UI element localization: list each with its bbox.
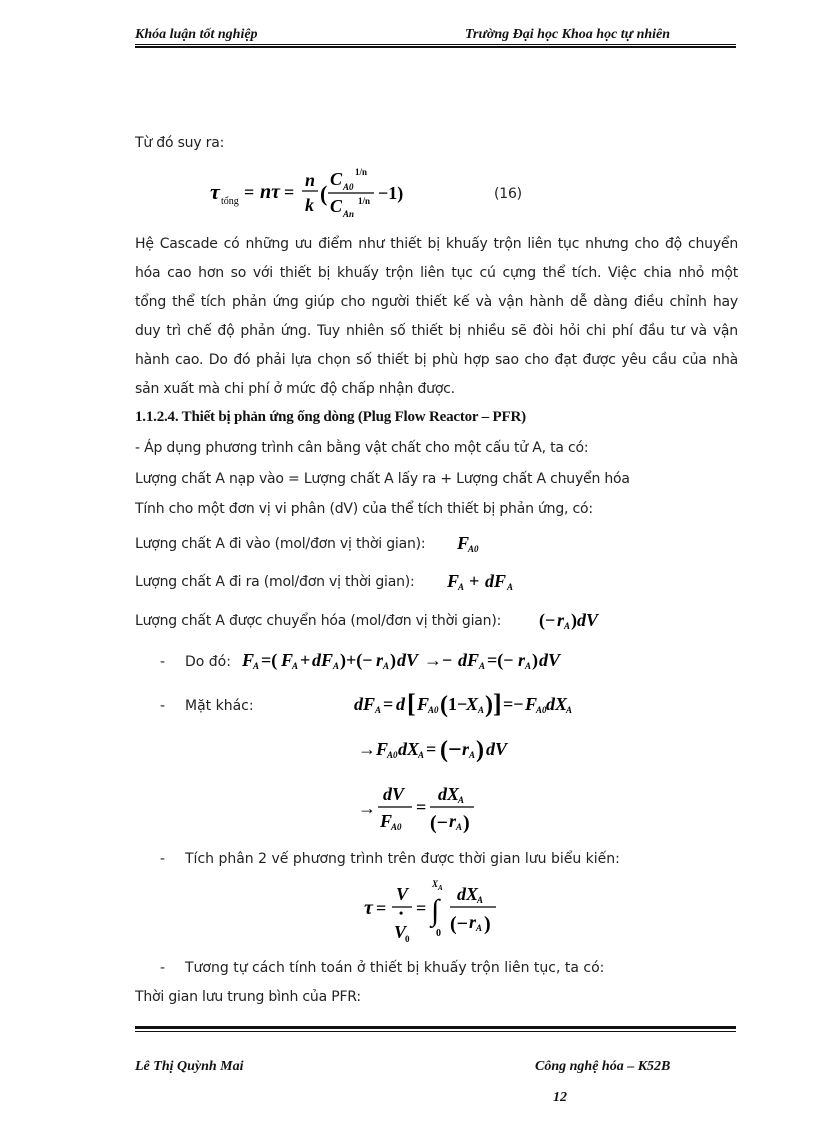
- header-left: Khóa luận tốt nghiệp: [135, 27, 258, 42]
- differential-intro: Tính cho một đơn vị vi phân (dV) của thể tích thiết bị phản ứng, có:: [135, 501, 593, 517]
- svg-text:r: r: [557, 610, 565, 630]
- svg-text:(−: (−: [430, 812, 449, 834]
- svg-text:+: +: [469, 571, 480, 591]
- svg-text:]: ]: [493, 689, 502, 718]
- equation-mat-khac: [352, 688, 572, 722]
- svg-text:): ): [571, 610, 577, 630]
- svg-text:dX: dX: [398, 739, 420, 759]
- svg-text:F: F: [376, 739, 389, 759]
- svg-text:A0: A0: [536, 705, 547, 715]
- svg-text:A: A: [456, 822, 463, 832]
- svg-text:A: A: [507, 582, 514, 592]
- svg-text:=−: =−: [503, 694, 524, 714]
- svg-text:): ): [476, 737, 484, 763]
- svg-text:τ: τ: [210, 179, 220, 204]
- svg-text:∫: ∫: [431, 894, 440, 927]
- svg-text:dF: dF: [458, 650, 480, 670]
- svg-text:=(−: =(−: [487, 650, 514, 670]
- svg-text:A0: A0: [428, 705, 439, 715]
- svg-text:[: [: [407, 689, 416, 718]
- balance-equation: Lượng chất A nạp vào = Lượng chất A lấy ra + Lượng chất A chuyển hóa: [135, 471, 630, 487]
- svg-text:r: r: [376, 650, 384, 670]
- equation-16: [208, 164, 428, 222]
- svg-text:r: r: [462, 739, 470, 759]
- svg-text:A: A: [525, 661, 532, 671]
- svg-text:V: V: [394, 922, 407, 942]
- conversion-label: Lượng chất A được chuyển hóa (mol/đơn vị thời gian):: [135, 613, 502, 629]
- in-label: Lượng chất A đi vào (mol/đơn vị thời gian):: [135, 536, 426, 552]
- svg-text:r: r: [518, 650, 526, 670]
- svg-text:dV: dV: [577, 610, 599, 630]
- svg-text:tổng: tổng: [221, 196, 239, 207]
- svg-text:A: A: [253, 661, 260, 671]
- svg-text:): ): [532, 650, 538, 670]
- equation-arrow-2: [356, 780, 486, 838]
- svg-text:A: A: [476, 923, 483, 933]
- svg-text:r: r: [449, 811, 457, 831]
- svg-text:A0: A0: [468, 544, 479, 554]
- svg-text:A: A: [438, 884, 443, 892]
- svg-text:A: A: [566, 705, 572, 715]
- svg-text:(: (: [320, 181, 328, 206]
- do-do-label: Do đó:: [185, 654, 231, 670]
- svg-text:C: C: [330, 196, 343, 216]
- header-rule: [135, 44, 736, 45]
- svg-text:dF: dF: [485, 571, 507, 591]
- header-right: Trường Đại học Khoa học tự nhiên: [465, 27, 671, 42]
- svg-text:=: =: [284, 182, 295, 202]
- svg-text:F: F: [525, 694, 538, 714]
- svg-text:dF: dF: [354, 694, 376, 714]
- svg-text:A: A: [458, 795, 465, 805]
- bullet-dash: -: [160, 698, 166, 714]
- formula-fa-dfa: [445, 569, 535, 593]
- svg-text:−1): −1): [378, 183, 404, 203]
- svg-text:A: A: [469, 750, 476, 760]
- paragraph-line: sản xuất mà chi phí ở mức độ chấp nhận được.: [135, 381, 455, 397]
- svg-text:F: F: [457, 533, 470, 553]
- svg-text:=(: =(: [261, 650, 278, 670]
- header-rule-thick: [135, 46, 736, 48]
- svg-text:X: X: [466, 694, 479, 714]
- svg-text:r: r: [469, 912, 477, 932]
- svg-text:A: A: [418, 750, 425, 760]
- intro-text: Từ đó suy ra:: [135, 135, 225, 151]
- similar-text: Tương tự cách tính toán ở thiết bị khuấy trộn liên tục, ta có:: [185, 960, 605, 976]
- svg-text:A0: A0: [387, 750, 398, 760]
- svg-text:X: X: [432, 879, 439, 889]
- svg-text:k: k: [305, 195, 314, 215]
- paragraph-line: Hệ Cascade có những ưu điểm như thiết bị khuấy trộn liên tục nhưng cho độ chuyển: [135, 236, 738, 252]
- footer-rule-thick: [135, 1026, 736, 1029]
- svg-text:(−: (−: [450, 913, 469, 935]
- svg-text:τ: τ: [364, 897, 373, 919]
- paragraph-line: duy trì chế độ phản ứng. Tuy nhiên số thiết bị nhiều sẽ đòi hỏi chi phí đầu tư và vận: [135, 323, 738, 339]
- svg-text:dV: dV: [539, 650, 561, 670]
- paragraph-line: hành cao. Do đó phải lựa chọn số thiết bị phù hợp sao cho đạt được yêu cầu của nhà: [135, 352, 738, 368]
- bullet-dash: -: [160, 851, 166, 867]
- svg-text:F: F: [281, 650, 294, 670]
- formula-ra-dv: [537, 608, 607, 632]
- page-number: 12: [553, 1090, 567, 1105]
- svg-text:→: →: [358, 798, 376, 818]
- svg-text:A: A: [479, 661, 486, 671]
- svg-text:A: A: [333, 661, 340, 671]
- svg-text:An: An: [343, 209, 355, 219]
- svg-text:n: n: [305, 170, 316, 190]
- svg-text:F: F: [380, 811, 393, 831]
- svg-text:+: +: [300, 650, 311, 670]
- svg-text:(: (: [440, 692, 448, 718]
- svg-text:V: V: [396, 884, 409, 904]
- svg-text:=: =: [426, 739, 437, 759]
- footer-rule: [135, 1031, 736, 1032]
- svg-text:(−: (−: [440, 737, 462, 763]
- svg-text:)+(−: )+(−: [340, 650, 373, 670]
- footer-author: Lê Thị Quỳnh Mai: [135, 1059, 244, 1074]
- svg-text:=: =: [416, 898, 427, 918]
- equation-integral: [362, 878, 512, 948]
- svg-text:=: =: [416, 797, 427, 817]
- svg-text:): ): [390, 650, 396, 670]
- svg-text:dX: dX: [546, 694, 568, 714]
- bullet-dash: -: [160, 654, 166, 670]
- footer-program: Công nghệ hóa – K52B: [535, 1059, 671, 1074]
- mat-khac-label: Mặt khác:: [185, 698, 254, 714]
- svg-text:F: F: [417, 694, 430, 714]
- balance-intro: - Áp dụng phương trình cân bằng vật chất cho một cấu tử A, ta có:: [135, 440, 589, 456]
- svg-text:→: →: [358, 739, 376, 759]
- svg-text:=: =: [383, 694, 394, 714]
- svg-text:d: d: [396, 694, 405, 714]
- svg-text:=: =: [376, 898, 387, 918]
- equation-arrow-1: [356, 733, 536, 767]
- svg-text:1/n: 1/n: [358, 196, 371, 206]
- svg-text:1−: 1−: [448, 694, 468, 714]
- svg-text:): ): [485, 692, 493, 718]
- svg-text:(−: (−: [539, 610, 556, 630]
- svg-text:F: F: [242, 650, 255, 670]
- svg-text:dV: dV: [383, 784, 405, 804]
- paragraph-line: hóa cao hơn so với thiết bị khuấy trộn liên tục cú cựng thể tích. Việc chia nhỏ một: [135, 265, 738, 281]
- svg-text:): ): [484, 913, 491, 935]
- svg-text:A: A: [478, 705, 485, 715]
- svg-text:A0: A0: [343, 182, 354, 192]
- svg-text:dV: dV: [486, 739, 508, 759]
- out-label: Lượng chất A đi ra (mol/đơn vị thời gian):: [135, 574, 415, 590]
- svg-text:dX: dX: [457, 884, 479, 904]
- svg-text:=: =: [244, 182, 255, 202]
- equation-do-do: [240, 646, 580, 674]
- svg-text:A: A: [477, 895, 484, 905]
- section-heading: 1.1.2.4. Thiết bị phản ứng ống dòng (Plug Flow Reactor – PFR): [135, 409, 526, 425]
- integral-intro: Tích phân 2 vế phương trình trên được thời gian lưu biểu kiến:: [185, 851, 620, 867]
- svg-text:A: A: [383, 661, 390, 671]
- svg-text:dX: dX: [438, 784, 460, 804]
- svg-text:0: 0: [436, 928, 441, 939]
- svg-text:A: A: [564, 621, 571, 631]
- svg-text:C: C: [330, 169, 343, 189]
- equation-number: (16): [494, 186, 522, 202]
- svg-text:1/n: 1/n: [355, 167, 368, 177]
- svg-text:A: A: [292, 661, 299, 671]
- svg-text:•: •: [399, 906, 404, 920]
- svg-text:nτ: nτ: [260, 181, 280, 203]
- formula-fa0: [455, 531, 495, 555]
- svg-text:A: A: [458, 582, 465, 592]
- svg-text:A0: A0: [391, 822, 402, 832]
- svg-text:0: 0: [405, 934, 410, 944]
- paragraph-line: tổng thể tích phản ứng giúp cho người thiết kế và vận hành dễ dàng điều chỉnh hay: [135, 294, 738, 310]
- svg-text:→−: →−: [424, 650, 453, 670]
- svg-text:dV: dV: [397, 650, 419, 670]
- svg-text:dF: dF: [312, 650, 334, 670]
- svg-text:F: F: [447, 571, 460, 591]
- bullet-dash: -: [160, 960, 166, 976]
- svg-text:): ): [463, 812, 470, 834]
- mean-time-text: Thời gian lưu trung bình của PFR:: [135, 989, 361, 1005]
- svg-text:A: A: [375, 705, 382, 715]
